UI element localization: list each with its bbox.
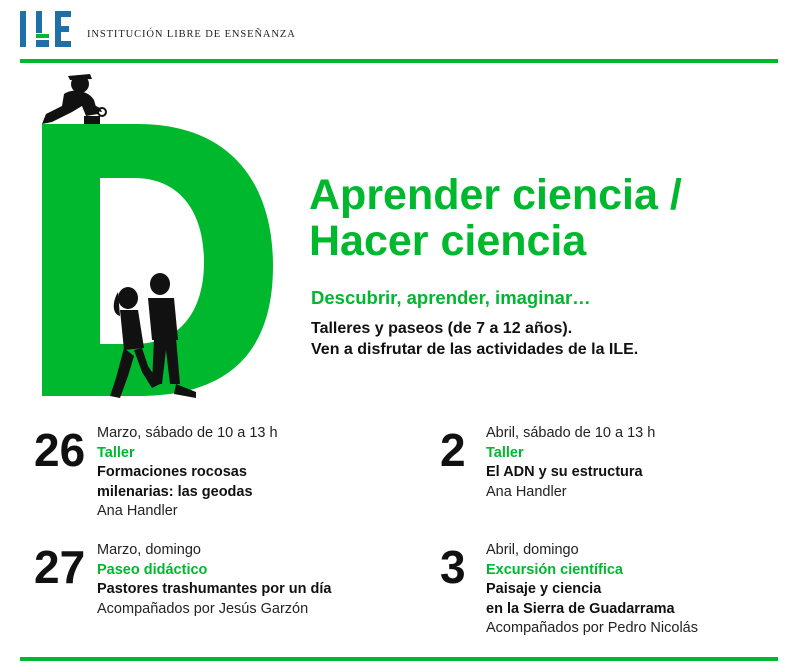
event-guide: Acompañados por Pedro Nicolás (486, 620, 698, 636)
event-date: Abril, domingo (486, 542, 579, 558)
hero-intro-line2: Ven a disfrutar de las actividades de la ILE. (311, 341, 639, 358)
event-name-line1: Paisaje y ciencia (486, 581, 602, 597)
hero-title-line2: Hacer ciencia (309, 217, 587, 265)
org-name: INSTITUCIÓN LIBRE DE ENSEÑANZA (87, 29, 296, 40)
event-date: Marzo, domingo (97, 542, 201, 558)
bottom-divider (20, 657, 778, 661)
hero-intro (311, 318, 638, 360)
event-name (486, 463, 655, 483)
hero-title (309, 172, 682, 264)
event-type: Excursión científica (486, 561, 623, 578)
event-date: Abril, sábado de 10 a 13 h (486, 425, 656, 441)
event-info (97, 424, 278, 522)
event-name-line1: Pastores trashumantes por un día (97, 581, 332, 597)
event-name-line2: milenarias: las geodas (97, 483, 253, 500)
event-guide: Ana Handler (97, 503, 178, 519)
event-name-line1: Formaciones rocosas (97, 464, 247, 480)
event-name (97, 463, 278, 502)
top-divider (20, 59, 778, 63)
hero-title-line1: Aprender ciencia / (309, 171, 682, 219)
event-guide: Ana Handler (486, 483, 567, 500)
event-type: Taller (97, 444, 135, 461)
event-day: 27 (34, 541, 86, 593)
ile-logo (20, 9, 76, 49)
event-info (486, 424, 655, 502)
event-day: 3 (440, 541, 466, 593)
event-name-line2: en la Sierra de Guadarrama (486, 600, 675, 617)
event-type: Taller (486, 444, 524, 461)
event-guide: Acompañados por Jesús Garzón (97, 600, 309, 617)
hero-illustration (28, 66, 288, 406)
event-day: 2 (440, 424, 466, 476)
hero-intro-line1: Talleres y paseos (de 7 a 12 años). (311, 320, 573, 337)
event-name-line1: El ADN y su estructura (486, 464, 643, 480)
event-date: Marzo, sábado de 10 a 13 h (97, 425, 278, 441)
event-info (97, 541, 331, 619)
event-day: 26 (34, 424, 86, 476)
hero-subtitle: Descubrir, aprender, imaginar… (311, 287, 591, 308)
event-info (486, 541, 698, 639)
event-name (486, 580, 698, 619)
event-name (97, 580, 331, 600)
event-type: Paseo didáctico (97, 561, 208, 578)
crouching-explorer-silhouette (42, 74, 106, 124)
